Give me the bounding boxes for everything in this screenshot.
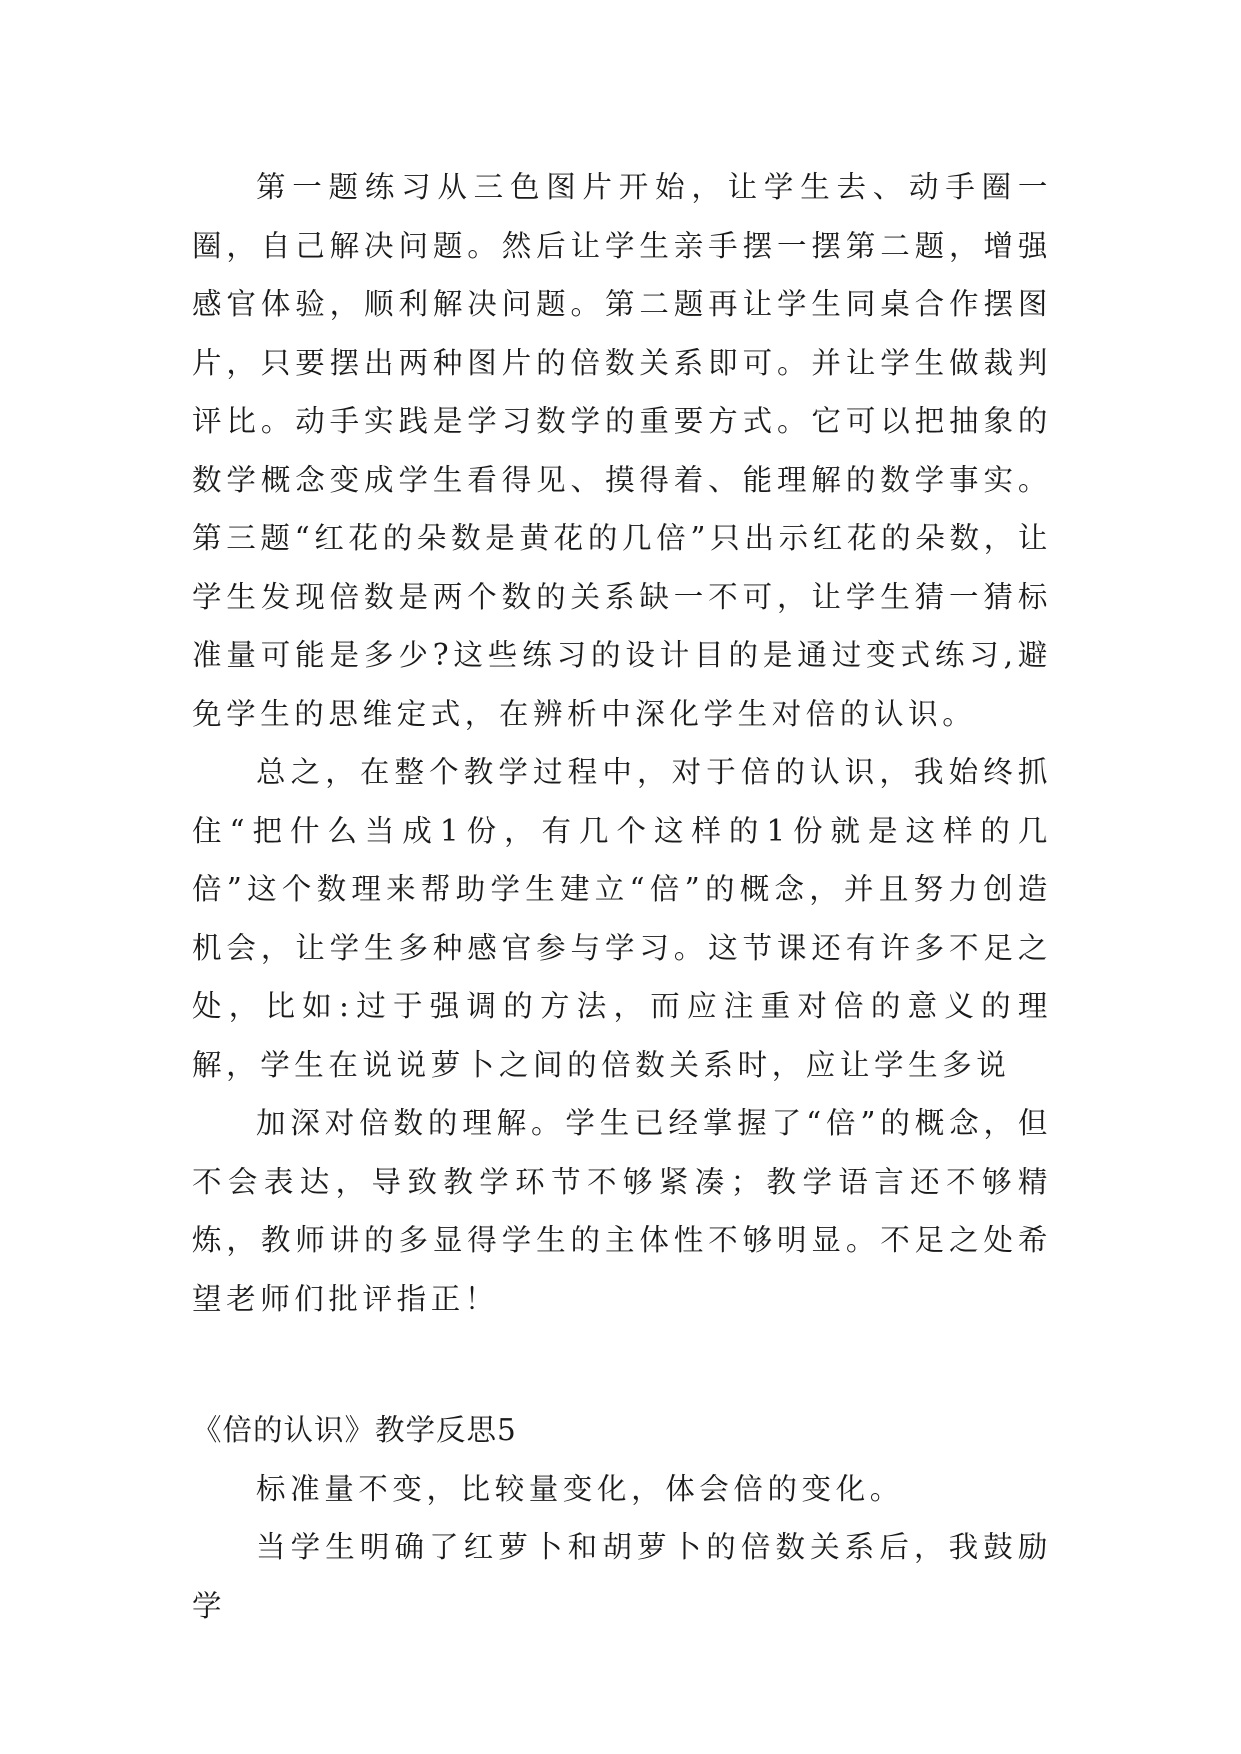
paragraph-exercise-design: 第一题练习从三色图片开始，让学生去、动手圈一圈，自己解决问题。然后让学生亲手摆一摆第二题，增强感官体验，顺利解决问题。第二题再让学生同桌合作摆图片，只要摆出两种图片的倍数关系即可。并让学生做裁判评比。动手实践是学习数学的重要方式。它可以把抽象的数学概念变成学生看得见、摸得着、能理解的数学事实。第三题“红花的朵数是黄花的几倍”只出示红花的朵数，让学生发现倍数是两个数的关系缺一不可，让学生猜一猜标准量可能是多少?这些练习的设计目的是通过变式练习,避免学生的思维定式，在辨析中深化学生对倍的认识。 <box>192 170 1052 731</box>
paragraph-shortcomings: 加深对倍数的理解。学生已经掌握了“倍”的概念，但不会表达，导致教学环节不够紧凑；教学语言还不够精炼，教师讲的多显得学生的主体性不够明显。不足之处希望老师们批评指正！ <box>192 1106 1052 1316</box>
paragraph-standard-quantity: 标准量不变，比较量变化，体会倍的变化。 <box>256 1471 904 1506</box>
section-title: 《倍的认识》教学反思5 <box>192 1413 517 1447</box>
paragraph-summary: 总之，在整个教学过程中，对于倍的认识，我始终抓住“把什么当成1份，有几个这样的1份就是这样的几倍”这个数理来帮助学生建立“倍”的概念，并且努力创造机会，让学生多种感官参与学习。这节课还有许多不足之处，比如:过于强调的方法，而应注重对倍的意义的理解，学生在说说萝卜之间的倍数关系时，应让学生多说 <box>192 755 1052 1082</box>
document-body <box>192 158 1052 1635</box>
paragraph-carrot-relation: 当学生明确了红萝卜和胡萝卜的倍数关系后，我鼓励学 <box>192 1530 1052 1623</box>
